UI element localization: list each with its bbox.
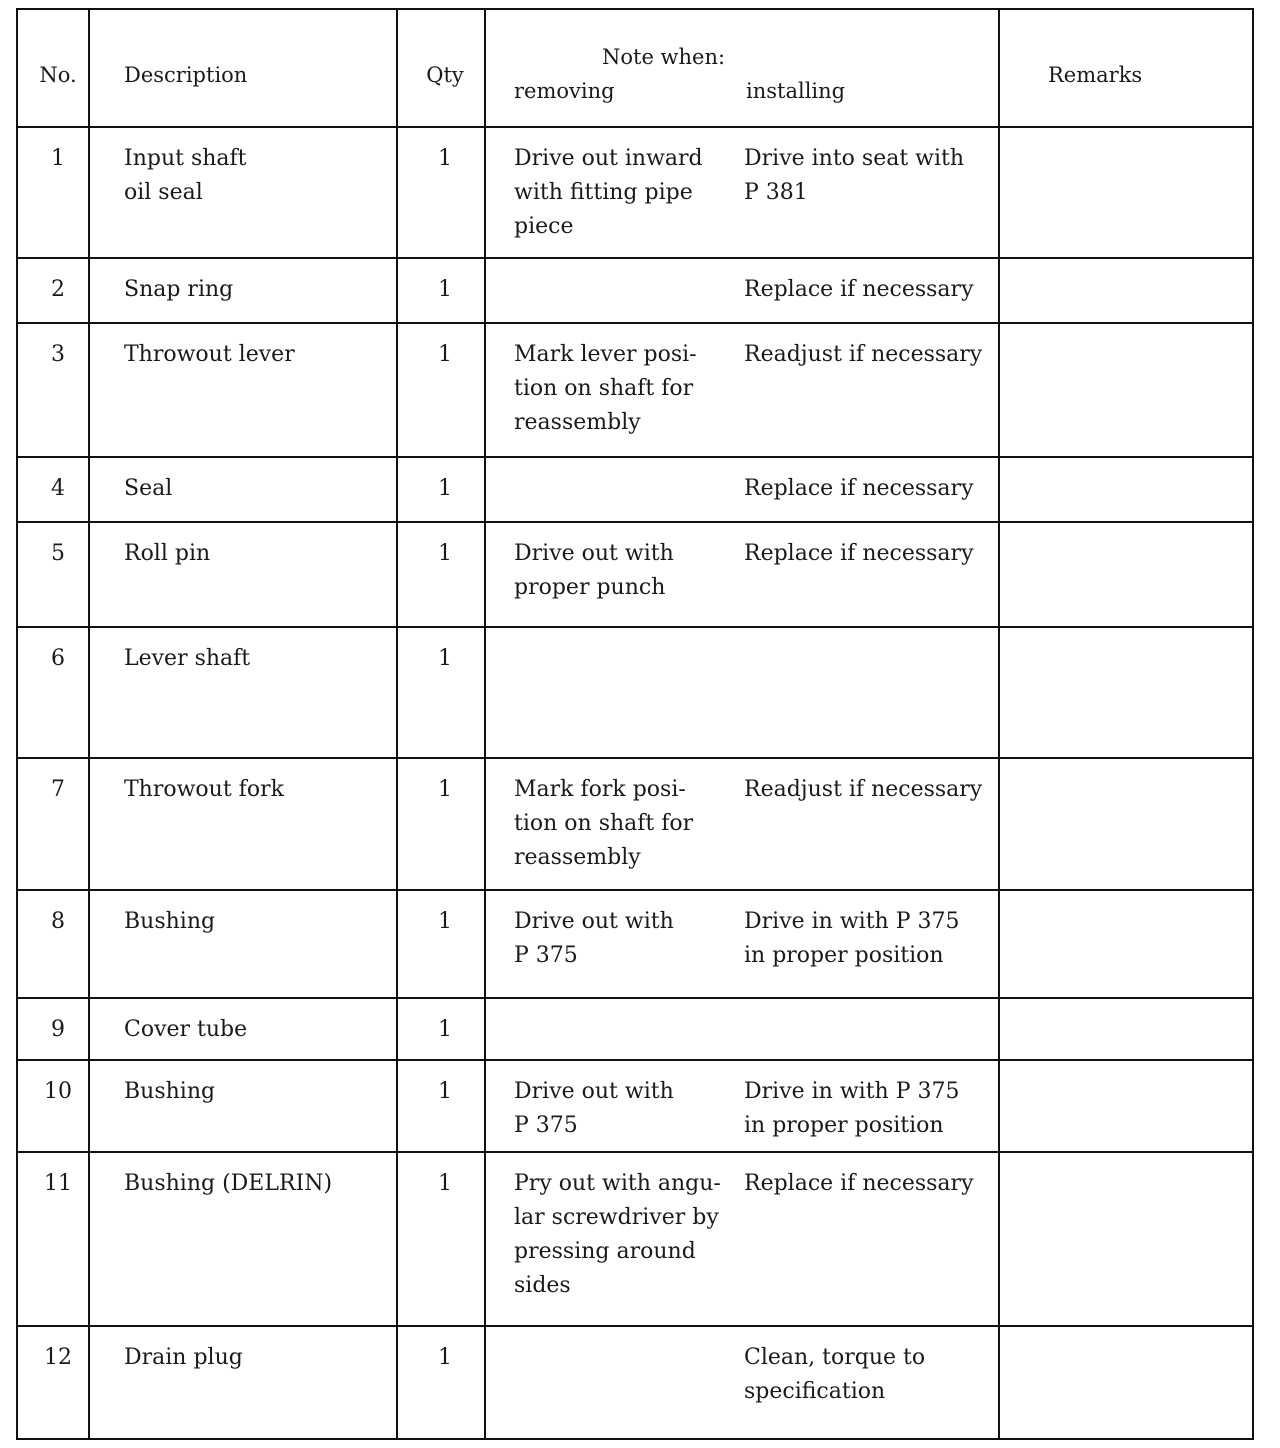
table-row — [18, 259, 1252, 324]
header-description: Description — [124, 63, 248, 87]
row-removing-note — [514, 537, 674, 605]
row-description — [124, 537, 210, 571]
row-description — [124, 642, 250, 676]
row-description — [124, 338, 295, 372]
row-number: 7 — [51, 777, 65, 802]
description-line: Roll pin — [124, 541, 211, 566]
column-divider — [88, 10, 90, 1438]
table-row — [18, 128, 1252, 259]
removing-line: with fitting pipe — [514, 180, 693, 205]
removing-line: tion on shaft for — [514, 376, 694, 401]
row-number: 11 — [44, 1171, 72, 1196]
description-line: Bushing — [124, 909, 216, 934]
installing-line: in proper position — [744, 943, 944, 968]
table-row — [18, 458, 1252, 523]
header-removing: removing — [514, 79, 615, 103]
description-line: Lever shaft — [124, 646, 251, 671]
row-description — [124, 472, 172, 506]
installing-line: Drive in with P 375 — [744, 1079, 960, 1104]
removing-line: reassembly — [514, 410, 641, 435]
table-row — [18, 324, 1252, 458]
parts-table — [16, 8, 1254, 1440]
row-description — [124, 1075, 215, 1109]
row-installing-note — [744, 537, 974, 571]
row-number: 2 — [51, 277, 65, 302]
row-removing-note — [514, 773, 693, 875]
row-qty: 1 — [438, 777, 452, 802]
removing-line: Drive out with — [514, 909, 674, 934]
row-number: 1 — [51, 146, 65, 171]
row-installing-note — [744, 905, 960, 973]
table-row — [18, 999, 1252, 1061]
table-row — [18, 1327, 1252, 1440]
row-qty: 1 — [438, 1345, 452, 1370]
row-number: 9 — [51, 1017, 65, 1042]
row-qty: 1 — [438, 1017, 452, 1042]
description-line: Bushing — [124, 1079, 216, 1104]
row-number: 6 — [51, 646, 65, 671]
installing-line: Drive in with P 375 — [744, 909, 960, 934]
installing-line: Replace if necessary — [744, 277, 974, 302]
row-number: 4 — [51, 476, 65, 501]
header-no: No. — [39, 63, 77, 87]
removing-line: Drive out with — [514, 541, 674, 566]
removing-line: Drive out inward — [514, 146, 703, 171]
row-removing-note — [514, 338, 697, 440]
installing-line: specification — [744, 1379, 886, 1404]
header-note-when: Note when: — [602, 45, 726, 69]
description-line: oil seal — [124, 180, 203, 205]
removing-line: tion on shaft for — [514, 811, 694, 836]
table-row — [18, 759, 1252, 891]
row-installing-note — [744, 1075, 960, 1143]
row-removing-note — [514, 1075, 674, 1143]
installing-line: Clean, torque to — [744, 1345, 926, 1370]
description-line: Bushing (DELRIN) — [124, 1171, 333, 1196]
table-row — [18, 523, 1252, 628]
description-line: Seal — [124, 476, 173, 501]
row-number: 10 — [44, 1079, 72, 1104]
table-row — [18, 628, 1252, 759]
installing-line: in proper position — [744, 1113, 944, 1138]
installing-line: Replace if necessary — [744, 1171, 974, 1196]
column-divider — [998, 10, 1000, 1438]
installing-line: Readjust if necessary — [744, 342, 983, 367]
header-installing: installing — [746, 79, 846, 103]
row-description — [124, 905, 215, 939]
row-installing-note — [744, 142, 964, 210]
installing-line: Readjust if necessary — [744, 777, 983, 802]
removing-line: reassembly — [514, 845, 641, 870]
description-line: Snap ring — [124, 277, 234, 302]
row-qty: 1 — [438, 476, 452, 501]
row-qty: 1 — [438, 277, 452, 302]
row-qty: 1 — [438, 342, 452, 367]
row-number: 3 — [51, 342, 65, 367]
row-qty: 1 — [438, 146, 452, 171]
row-qty: 1 — [438, 646, 452, 671]
description-line: Cover tube — [124, 1017, 248, 1042]
removing-line: lar screwdriver by — [514, 1205, 719, 1230]
installing-line: Drive into seat with — [744, 146, 965, 171]
row-installing-note — [744, 338, 982, 372]
removing-line: pressing around — [514, 1239, 696, 1264]
description-line: Throwout lever — [124, 342, 295, 367]
row-qty: 1 — [438, 1079, 452, 1104]
row-description — [124, 1167, 332, 1201]
removing-line: proper punch — [514, 575, 666, 600]
removing-line: Pry out with angu- — [514, 1171, 721, 1196]
row-removing-note — [514, 905, 674, 973]
row-description — [124, 273, 233, 307]
row-removing-note — [514, 1167, 721, 1303]
table-row — [18, 1061, 1252, 1153]
removing-line: P 375 — [514, 1113, 578, 1138]
description-line: Drain plug — [124, 1345, 243, 1370]
row-number: 12 — [44, 1345, 72, 1370]
table-row — [18, 891, 1252, 999]
row-description — [124, 1013, 247, 1047]
removing-line: sides — [514, 1273, 571, 1298]
column-divider — [396, 10, 398, 1438]
removing-line: Mark fork posi- — [514, 777, 686, 802]
row-installing-note — [744, 472, 974, 506]
table-row — [18, 1153, 1252, 1327]
removing-line: P 375 — [514, 943, 578, 968]
installing-line: Replace if necessary — [744, 541, 974, 566]
installing-line: Replace if necessary — [744, 476, 974, 501]
row-number: 8 — [51, 909, 65, 934]
header-qty: Qty — [426, 63, 464, 87]
table-header-row — [18, 10, 1252, 128]
removing-line: Mark lever posi- — [514, 342, 697, 367]
removing-line: Drive out with — [514, 1079, 674, 1104]
row-installing-note — [744, 1341, 925, 1409]
column-divider — [484, 10, 486, 1438]
description-line: Throwout fork — [124, 777, 284, 802]
row-installing-note — [744, 1167, 974, 1201]
description-line: Input shaft — [124, 146, 247, 171]
header-remarks: Remarks — [1048, 63, 1143, 87]
installing-line: P 381 — [744, 180, 808, 205]
row-number: 5 — [51, 541, 65, 566]
row-qty: 1 — [438, 1171, 452, 1196]
row-description — [124, 773, 284, 807]
removing-line: piece — [514, 214, 574, 239]
row-installing-note — [744, 273, 974, 307]
row-removing-note — [514, 142, 703, 244]
row-qty: 1 — [438, 541, 452, 566]
row-description — [124, 142, 247, 210]
row-installing-note — [744, 773, 982, 807]
row-description — [124, 1341, 243, 1375]
row-qty: 1 — [438, 909, 452, 934]
